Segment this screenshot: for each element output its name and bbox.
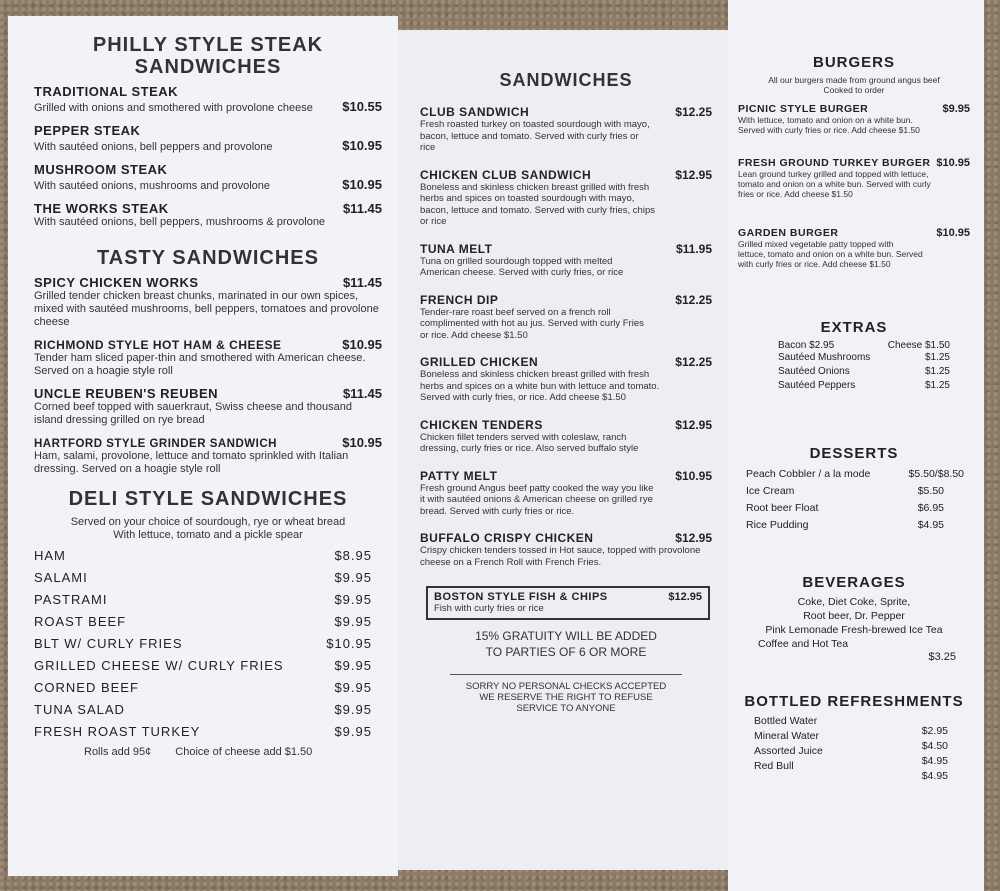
- deli-item: [34, 658, 372, 673]
- burgers-note-line: All our burgers made from ground angus beef: [768, 75, 940, 85]
- deli-item: [34, 592, 372, 607]
- checks-line: WE RESERVE THE RIGHT TO REFUSE: [479, 691, 653, 703]
- item-name: GARDEN BURGER: [738, 227, 839, 239]
- beverage-price: $3.25: [928, 651, 956, 663]
- item-desc: Fresh ground Angus beef patty cooked the way you like it with sautéed onions & American cheese on grilled rye bread. Served with curly fries or rice.: [420, 482, 654, 517]
- beverages-list: [738, 595, 970, 651]
- philly-section-title: PHILLY STYLE STEAK SANDWICHES: [92, 34, 324, 78]
- item-desc: Tuna on grilled sourdough topped with melted American cheese. Served with curly fries, or rice: [420, 255, 624, 278]
- menu-item: [420, 293, 712, 342]
- item-price: $4.50: [921, 740, 948, 752]
- menu-item: [420, 531, 712, 568]
- item-desc: Lean ground turkey grilled and topped with lettuce, tomato and onion on a white bun. Served with curly fries or rice. Add cheese $1.50: [738, 169, 931, 199]
- item-name: FRESH ROAST TURKEY: [34, 724, 201, 739]
- item-name: CHICKEN TENDERS: [420, 417, 543, 432]
- deli-note-line: Served on your choice of sourdough, rye or wheat bread: [70, 516, 346, 528]
- deli-item: [34, 680, 372, 695]
- item-name: CORNED BEEF: [34, 680, 139, 695]
- fish-chips-box: [426, 586, 710, 620]
- extras-bacon-cheese-row: [738, 340, 970, 351]
- extras-bacon: [778, 340, 834, 351]
- item-name: RICHMOND STYLE HOT HAM & CHEESE: [34, 338, 282, 352]
- item-desc: Tender-rare roast beef served on a french roll complimented with hot au jus. Served with curly Fries or rice. Add cheese $1.50: [420, 306, 644, 341]
- item-price: $12.95: [675, 167, 712, 182]
- deli-item: [34, 724, 372, 739]
- item-price: $2.95: [921, 725, 948, 737]
- item-name: Mineral Water: [754, 730, 819, 742]
- item-name: TUNA SALAD: [34, 702, 125, 717]
- item-name: THE WORKS STEAK: [34, 201, 169, 216]
- checks-note: [420, 681, 712, 714]
- item-name: BUFFALO CRISPY CHICKEN: [420, 531, 594, 545]
- item-name: PEPPER STEAK: [34, 123, 141, 138]
- item-name: HAM: [34, 548, 66, 563]
- menu-panel-right: [728, 0, 984, 891]
- item-price: $9.95: [942, 103, 970, 115]
- menu-item: [420, 168, 712, 228]
- item-name: FRESH GROUND TURKEY BURGER: [738, 157, 931, 169]
- item-name: Cheese: [887, 340, 923, 351]
- item-desc: With sautéed onions, bell peppers, mushrooms & provolone: [34, 216, 326, 228]
- extras-section-title: EXTRAS: [820, 319, 888, 336]
- item-price: $4.95: [917, 519, 944, 531]
- item-price: $11.45: [342, 386, 382, 401]
- item-desc: Grilled tender chicken breast chunks, marinated in our own spices, mixed with sautéed mushrooms, bell peppers, tomatoes and provolone cheese: [34, 290, 379, 328]
- item-desc: Boneless and skinless chicken breast grilled with fresh herbs and spices on a white bun with lettuce and tomato. Served with curly fries, or rice. Add cheese $1.50: [420, 369, 660, 403]
- menu-panel-left: [8, 16, 398, 876]
- menu-item: [34, 386, 382, 427]
- item-name: BOSTON STYLE FISH & CHIPS: [434, 591, 608, 603]
- item-price: $10.95: [936, 157, 970, 169]
- item-name: Ice Cream: [746, 485, 795, 497]
- cheese-note: Choice of cheese add $1.50: [175, 746, 313, 758]
- item-price: $9.95: [334, 724, 372, 739]
- checks-line: SORRY NO PERSONAL CHECKS ACCEPTED: [465, 680, 667, 692]
- item-desc: Grilled mixed vegetable patty topped with lettuce, tomato and onion on a white bun. Served with curly fries or rice. Add cheese $1.50: [738, 239, 923, 269]
- bottled-list: [738, 714, 970, 784]
- item-name: CHICKEN CLUB SANDWICH: [420, 167, 592, 182]
- deli-item: [34, 548, 372, 563]
- item-price: $8.95: [334, 548, 372, 563]
- item-price: $10.95: [342, 177, 382, 192]
- item-price: $6.95: [917, 502, 944, 514]
- item-name: TRADITIONAL STEAK: [34, 84, 179, 99]
- deli-item: [34, 702, 372, 717]
- item-price: $11.45: [342, 275, 382, 290]
- item-name: BLT W/ CURLY FRIES: [34, 636, 183, 651]
- item-price: $1.25: [924, 366, 950, 377]
- deli-note: [34, 516, 382, 542]
- item-desc: With lettuce, tomato and onion on a white bun. Served with curly fries or rice. Add cheese $1.50: [738, 115, 920, 135]
- extras-cheese: [888, 340, 950, 351]
- desserts-section-title: DESSERTS: [809, 445, 899, 462]
- item-price: $11.45: [342, 201, 382, 216]
- beverage-line: Root beer, Dr. Pepper: [803, 610, 905, 622]
- item-desc: Corned beef topped with sauerkraut, Swiss cheese and thousand island dressing grilled on rye bread: [34, 401, 352, 426]
- beverages-section-title: BEVERAGES: [802, 574, 906, 591]
- menu-item: [34, 162, 382, 193]
- deli-list: [34, 548, 382, 739]
- item-price: $2.95: [809, 340, 835, 351]
- item-name: UNCLE REUBEN'S REUBEN: [34, 386, 219, 401]
- item-name: Sautéed Onions: [778, 366, 850, 377]
- item-price: $10.95: [342, 337, 382, 352]
- deli-item: [34, 614, 372, 629]
- menu-item: [738, 157, 970, 199]
- menu-item: [420, 418, 712, 455]
- item-name: Root beer Float: [746, 502, 819, 514]
- beverage-line: Pink Lemonade Fresh-brewed Ice Tea: [765, 624, 943, 636]
- item-name: GRILLED CHEESE W/ CURLY FRIES: [34, 658, 284, 673]
- item-price: $10.95: [342, 435, 382, 450]
- item-name: Bottled Water: [754, 715, 818, 727]
- dessert-item: [738, 517, 970, 534]
- item-desc: With sautéed onions, mushrooms and provolone: [34, 180, 271, 192]
- beverage-line: Coke, Diet Coke, Sprite,: [797, 596, 911, 608]
- item-price: $10.55: [342, 99, 382, 114]
- menu-item: [738, 103, 970, 135]
- item-desc: Crispy chicken tenders tossed in Hot sauce, topped with provolone cheese on a French Roll with French Fries.: [420, 545, 701, 568]
- item-price: $5.50/$8.50: [908, 468, 964, 480]
- item-price: $1.50: [924, 340, 950, 351]
- deli-footer: [34, 746, 382, 758]
- item-price: $10.95: [936, 227, 970, 239]
- item-price: $4.95: [921, 770, 948, 782]
- item-name: SALAMI: [34, 570, 88, 585]
- burgers-section-title: BURGERS: [812, 54, 895, 71]
- deli-section-title: DELI STYLE SANDWICHES: [68, 488, 348, 510]
- item-price: $11.95: [675, 241, 712, 256]
- item-name: MUSHROOM STEAK: [34, 162, 168, 177]
- extras-row: [738, 351, 970, 365]
- item-price: $5.50: [917, 485, 944, 497]
- item-price: $9.95: [334, 570, 372, 585]
- item-name: Rice Pudding: [746, 519, 809, 531]
- menu-panel-middle: [398, 30, 728, 870]
- menu-item: [34, 435, 382, 476]
- item-price: $12.25: [675, 105, 712, 119]
- dessert-item: [738, 466, 970, 483]
- menu-item: [420, 242, 712, 279]
- dessert-item: [738, 500, 970, 517]
- menu-item: [420, 469, 712, 518]
- item-price: $9.95: [334, 680, 372, 695]
- item-name: FRENCH DIP: [420, 292, 499, 307]
- item-name: HARTFORD STYLE GRINDER SANDWICH: [34, 438, 277, 450]
- sandwiches-section-title: SANDWICHES: [499, 70, 633, 90]
- philly-list: [34, 84, 382, 229]
- menu-item: [420, 105, 712, 154]
- gratuity-line: 15% GRATUITY WILL BE ADDED: [475, 628, 657, 643]
- item-price: $12.95: [675, 417, 712, 432]
- item-desc: Fresh roasted turkey on toasted sourdough with mayo, bacon, lettuce and tomato. Served with curly fries or rice: [420, 119, 650, 153]
- item-desc: With sautéed onions, bell peppers and provolone: [34, 141, 273, 153]
- item-desc: Grilled with onions and smothered with provolone cheese: [34, 102, 313, 114]
- gratuity-note: [420, 628, 712, 660]
- bottled-names: [754, 714, 823, 784]
- bottled-section-title: BOTTLED REFRESHMENTS: [744, 693, 964, 710]
- menu-item: [34, 275, 382, 329]
- item-name: SPICY CHICKEN WORKS: [34, 275, 199, 290]
- item-price: $10.95: [326, 636, 372, 651]
- bottled-prices: [922, 714, 948, 784]
- tasty-list: [34, 275, 382, 476]
- item-desc: Tender ham sliced paper-thin and smothered with American cheese. Served on a hoagie style roll: [34, 352, 366, 377]
- menu-item: [34, 201, 382, 229]
- checks-line: SERVICE TO ANYONE: [516, 702, 616, 714]
- item-name: GRILLED CHICKEN: [420, 355, 539, 369]
- item-desc: Ham, salami, provolone, lettuce and tomato sprinkled with Italian dressing. Served on a hoagie style roll: [34, 450, 349, 475]
- rolls-note: Rolls add 95¢: [84, 746, 152, 758]
- menu-item: [34, 84, 382, 115]
- extras-row: [738, 379, 970, 393]
- divider: [450, 674, 682, 675]
- tasty-section-title: TASTY SANDWICHES: [97, 247, 319, 269]
- dessert-item: [738, 483, 970, 500]
- deli-note-line: With lettuce, tomato and a pickle spear: [113, 529, 303, 541]
- item-name: Sautéed Mushrooms: [778, 352, 871, 363]
- item-name: PASTRAMI: [34, 592, 108, 607]
- item-name: ROAST BEEF: [34, 614, 127, 629]
- item-name: Peach Cobbler / a la mode: [746, 468, 871, 480]
- beverage-line: Coffee and Hot Tea: [758, 638, 849, 650]
- item-name: Red Bull: [754, 760, 794, 772]
- item-name: Bacon: [778, 340, 807, 351]
- item-name: CLUB SANDWICH: [420, 105, 530, 119]
- item-price: $10.95: [342, 138, 382, 153]
- item-price: $10.95: [675, 468, 712, 483]
- item-price: $12.95: [675, 531, 712, 545]
- item-desc: Chicken fillet tenders served with coleslaw, ranch dressing, curly fries or rice. Also served buffalo style: [420, 431, 639, 454]
- menu-item: [738, 227, 970, 269]
- item-name: PATTY MELT: [420, 468, 498, 483]
- sandwich-list: [420, 105, 712, 568]
- deli-item: [34, 636, 372, 651]
- item-price: $1.25: [924, 352, 950, 363]
- item-price: $12.25: [675, 355, 712, 369]
- item-name: Assorted Juice: [754, 745, 823, 757]
- item-price: $9.95: [334, 614, 372, 629]
- item-price: $9.95: [334, 592, 372, 607]
- menu-item: [34, 123, 382, 154]
- menu-item: [420, 355, 712, 404]
- burgers-note-line: Cooked to order: [823, 85, 885, 95]
- item-price: $4.95: [921, 755, 948, 767]
- menu-item: [34, 337, 382, 378]
- item-price: $12.95: [668, 591, 702, 603]
- item-price: $1.25: [924, 380, 950, 391]
- burgers-note: [738, 75, 970, 95]
- extras-row: [738, 365, 970, 379]
- gratuity-line: TO PARTIES OF 6 OR MORE: [485, 644, 647, 659]
- item-price: $12.25: [675, 292, 712, 307]
- item-desc: Fish with curly fries or rice: [434, 603, 544, 614]
- deli-item: [34, 570, 372, 585]
- item-name: Sautéed Peppers: [778, 380, 856, 391]
- item-name: PICNIC STYLE BURGER: [738, 103, 869, 115]
- item-desc: Boneless and skinless chicken breast grilled with fresh herbs and spices on toasted sourdough with mayo, bacon, lettuce and tomato. Served with curly fries, chips or rice: [420, 181, 655, 227]
- item-price: $9.95: [334, 702, 372, 717]
- item-price: $9.95: [334, 658, 372, 673]
- item-name: TUNA MELT: [420, 241, 493, 256]
